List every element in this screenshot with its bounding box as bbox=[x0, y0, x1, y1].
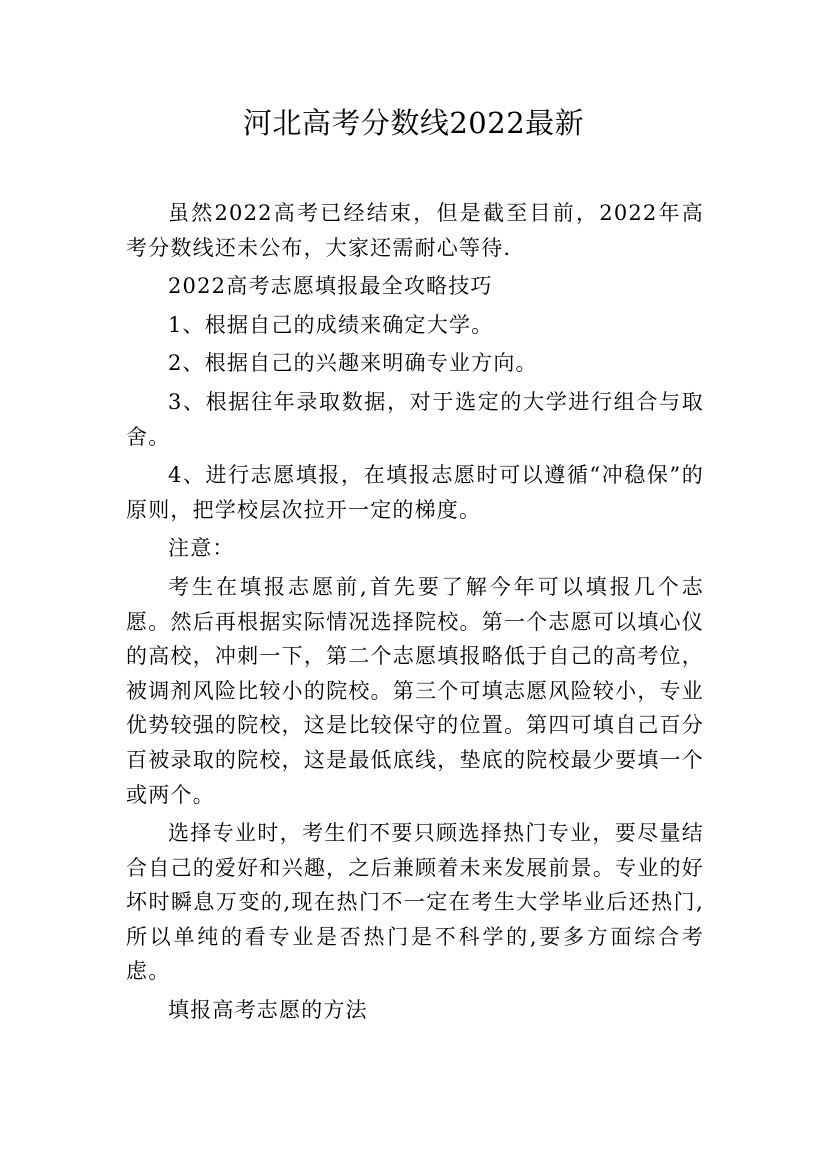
paragraph-note-heading: 注意： bbox=[168, 536, 235, 561]
paragraph-method-heading: 填报高考志愿的方法 bbox=[168, 998, 368, 1023]
paragraph-strategy-heading: 2022高考志愿填报最全攻略技巧 bbox=[168, 274, 493, 299]
document-title: 河北高考分数线2022最新 bbox=[242, 106, 585, 140]
document-body bbox=[126, 196, 704, 1028]
paragraph-major-advice: 选择专业时，考生们不要只顾选择热门专业，要尽量结合自己的爱好和兴趣，之后兼顾着未来发展前景。专业的好坏时瞬息万变的,现在热门不一定在考生大学毕业后还热门,所以单纯的看专业是否热门是不科学的,要多方面综合考虑。 bbox=[126, 821, 704, 984]
paragraph-step-3: 3、根据往年录取数据，对于选定的大学进行组合与取舍。 bbox=[126, 389, 704, 449]
paragraph-step-1: 1、根据自己的成绩来确定大学。 bbox=[168, 312, 494, 337]
paragraph-intro: 虽然2022高考已经结束，但是截至目前，2022年高考分数线还未公布，大家还需耐心等待. bbox=[126, 201, 704, 260]
paragraph-step-4: 4、进行志愿填报，在填报志愿时可以遵循“冲稳保”的原则，把学校层次拉开一定的梯度。 bbox=[126, 463, 704, 522]
paragraph-step-2: 2、根据自己的兴趣来明确专业方向。 bbox=[168, 351, 538, 376]
paragraph-volunteer-advice: 考生在填报志愿前,首先要了解今年可以填报几个志愿。然后再根据实际情况选择院校。第一个志愿可以填心仪的高校，冲刺一下，第二个志愿填报略低于自己的高考位，被调剂风险比较小的院校。第三个可填志愿风险较小，专业优势较强的院校，这是比较保守的位置。第四可填自己百分百被录取的院校，这是最低底线，垫底的院校最少要填一个或两个。 bbox=[126, 574, 704, 807]
